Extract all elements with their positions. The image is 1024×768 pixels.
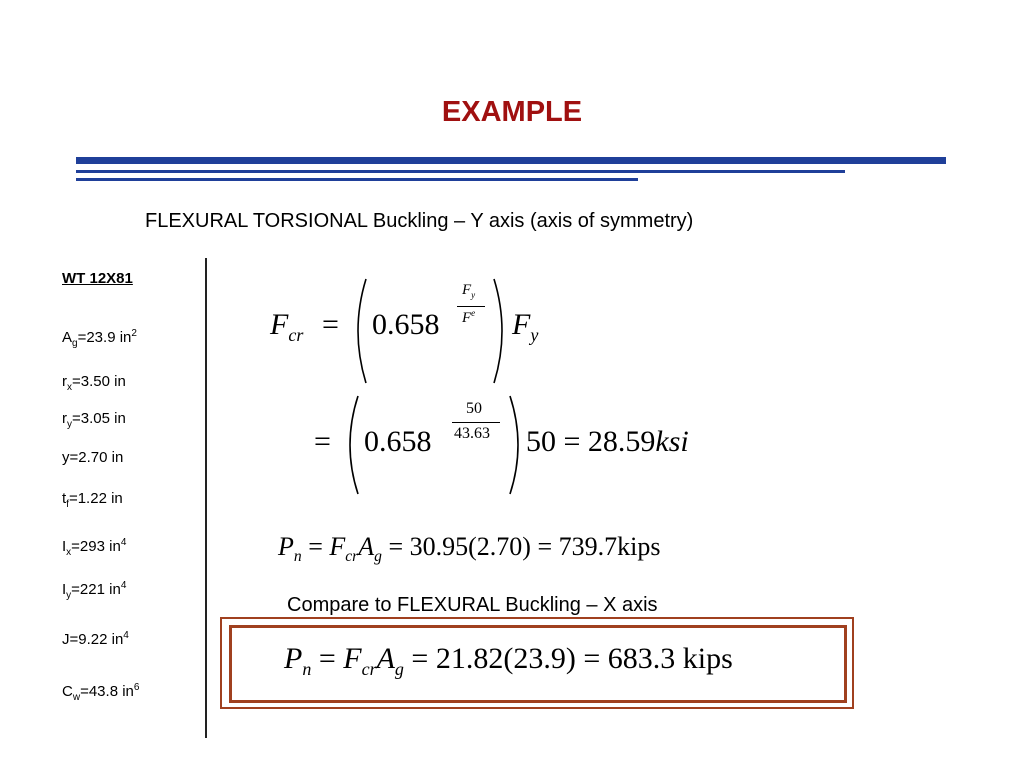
eq2-exp-den: 43.63	[454, 425, 490, 442]
slide-subtitle: FLEXURAL TORSIONAL Buckling – Y axis (axis of symmetry)	[145, 210, 694, 232]
eq-fcr-formula: $F_{cr}$	[270, 308, 304, 345]
eq2-base: 0.658	[364, 425, 432, 458]
slide-title: EXAMPLE	[441, 96, 583, 128]
eq2-paren-left	[340, 393, 362, 497]
eq1-exp-den: $F^e$	[462, 308, 476, 326]
section-name: WT 12X81	[62, 270, 133, 287]
prop-iy: $I_y=221$ $in^4$	[62, 580, 127, 601]
rule-thin-1	[76, 170, 845, 173]
prop-ry: $r_y=3.05$ in	[62, 410, 126, 430]
eq1-base: 0.658	[372, 308, 440, 341]
eq1-paren-right	[490, 276, 512, 386]
eq1-exp-num: $F_y$	[462, 282, 476, 300]
eq2-exp-num: 50	[466, 400, 482, 417]
eq2-equals: =	[314, 425, 331, 458]
prop-j: J=9.22 $in^4$	[62, 630, 129, 648]
eq-pn-y-axis: $P_n = F_{cr}A_g = 30.95(2.70)$ = 739.7kips	[278, 532, 661, 566]
eq-pn-x-axis: $P_n = F_{cr}A_g = 21.82(23.9) = 683.3$ kips	[284, 642, 733, 679]
eq1-exp-bar	[457, 306, 485, 307]
eq1-paren-left	[348, 276, 370, 386]
rule-thick	[76, 157, 946, 164]
prop-cw: $C_w=43.8$ $in^6$	[62, 682, 140, 703]
eq2-exp-bar	[452, 422, 500, 423]
eq1-rhs: $F_y$	[512, 308, 539, 345]
prop-y: y=2.70 in	[62, 449, 124, 466]
prop-tf: $t_f=1.22$ in	[62, 490, 123, 510]
prop-ix: $I_x=293$ $in^4$	[62, 537, 127, 558]
eq1-equals: =	[322, 308, 339, 341]
column-divider	[205, 258, 207, 738]
prop-rx: $r_x=3.50$ in	[62, 373, 126, 393]
eq2-paren-right	[506, 393, 528, 497]
compare-caption: Compare to FLEXURAL Buckling – X axis	[287, 594, 658, 616]
prop-ag: $A_g=23.9$ $in^2$	[62, 328, 137, 349]
eq2-result: 50 = 28.59ksi	[526, 425, 689, 458]
rule-thin-2	[76, 178, 638, 181]
